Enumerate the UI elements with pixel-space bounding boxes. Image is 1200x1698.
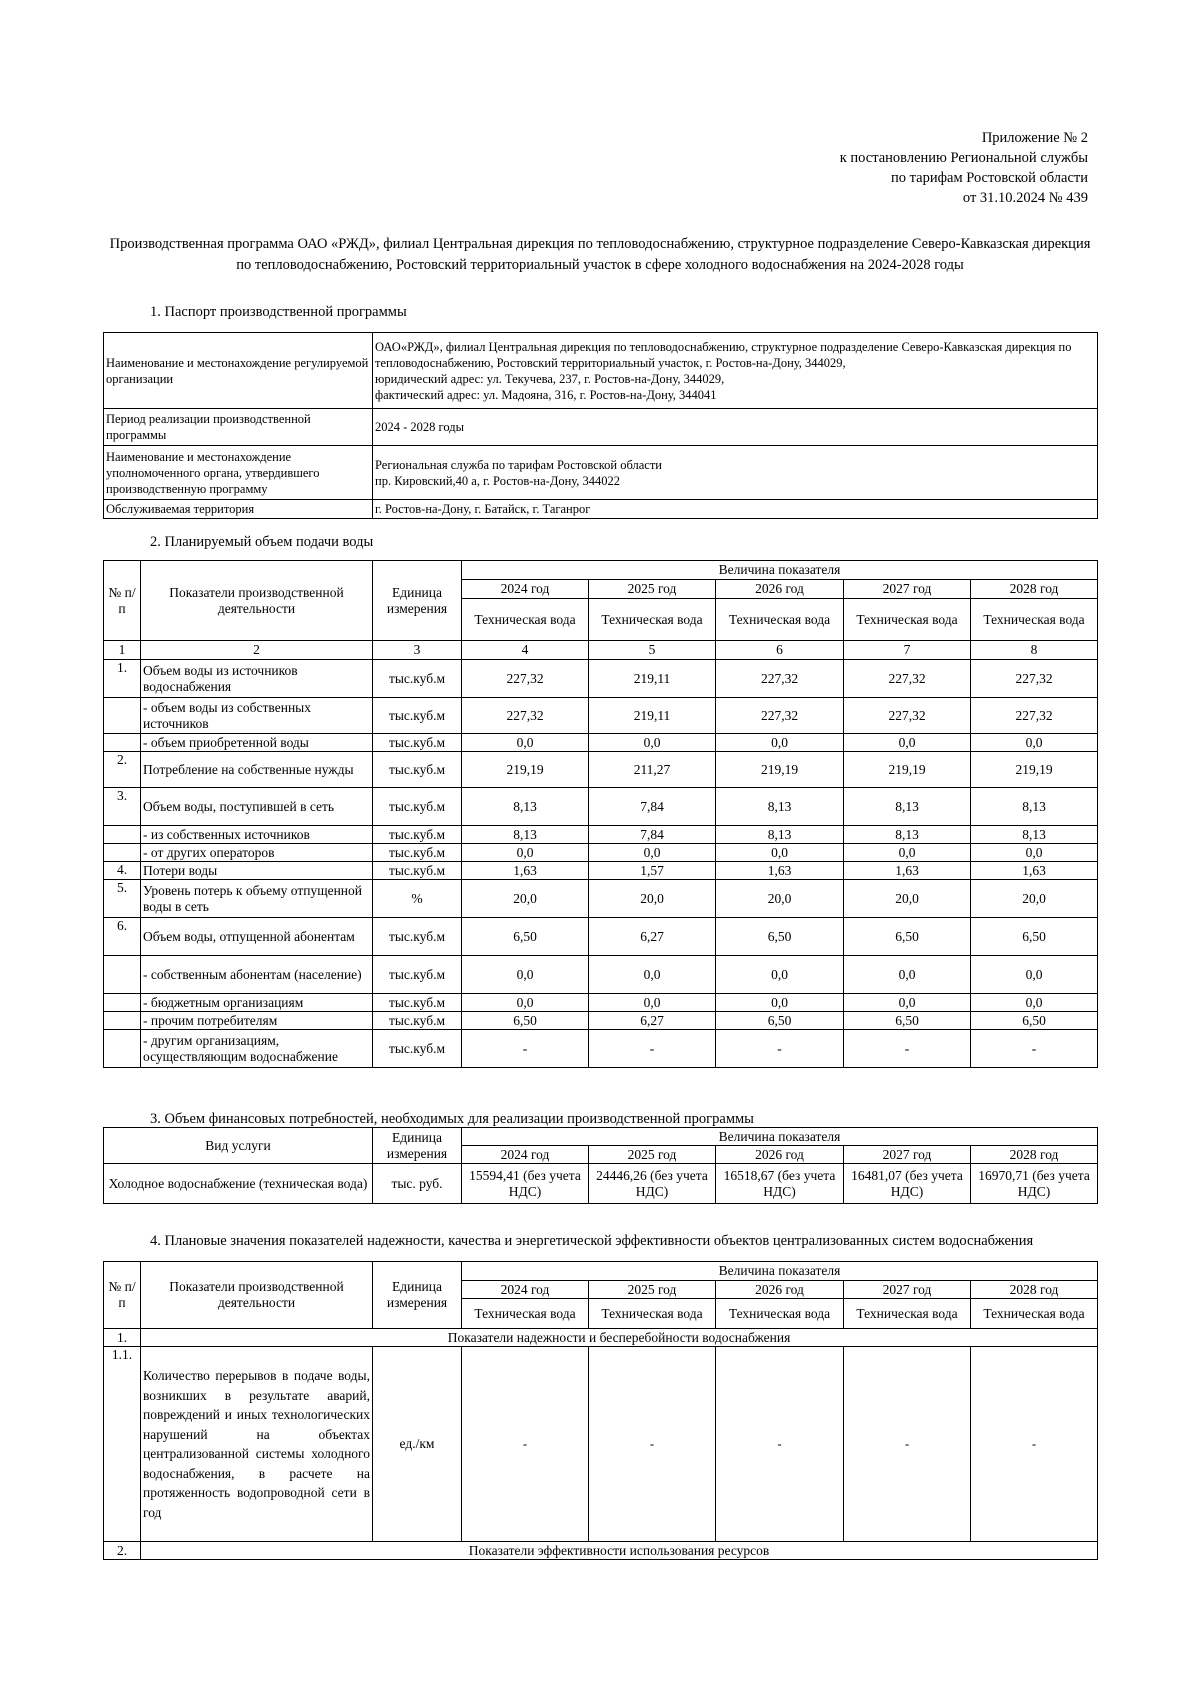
row-value: 227,32 xyxy=(462,660,589,698)
row-value: - xyxy=(971,1347,1098,1542)
row-indicator: - объем приобретенной воды xyxy=(141,734,373,752)
header-cell: Единица измерения xyxy=(373,1262,462,1329)
row-value: 0,0 xyxy=(462,956,589,994)
header-cell: 2028 год xyxy=(971,580,1098,599)
header-cell: 2024 год xyxy=(462,1281,589,1299)
row-indicator: Количество перерывов в подаче воды, возникших в результате аварий, повреждений и иных технологических нарушений на объектах централизованной системы холодного водоснабжения, в расчете на протяженность водопроводной сети в год xyxy=(141,1347,373,1542)
header-cell: 2025 год xyxy=(589,580,716,599)
table-row xyxy=(104,446,1098,500)
table-cell: 16481,07 (без учета НДС) xyxy=(844,1164,971,1204)
group-number: 1. xyxy=(104,1329,141,1347)
header-cell: № п/п xyxy=(104,1262,141,1329)
header-cell: Техническая вода xyxy=(971,599,1098,641)
row-unit: тыс.куб.м xyxy=(373,862,462,880)
header-cell: Техническая вода xyxy=(462,599,589,641)
header-cell: Показатели производственной деятельности xyxy=(141,561,373,641)
table-header-row xyxy=(104,1262,1098,1281)
row-value: 0,0 xyxy=(844,734,971,752)
colnum-cell: 5 xyxy=(589,641,716,660)
header-cell: 2026 год xyxy=(716,1281,844,1299)
header-cell: Величина показателя xyxy=(462,561,1098,580)
row-value: 6,27 xyxy=(589,918,716,956)
row-value: 227,32 xyxy=(716,698,844,734)
table-colnum-row xyxy=(104,641,1098,660)
header-cell: 2027 год xyxy=(844,1146,971,1164)
row-value: 0,0 xyxy=(971,734,1098,752)
header-cell: 2027 год xyxy=(844,580,971,599)
row-indicator: - другим организациям, осуществляющим водоснабжение xyxy=(141,1030,373,1068)
table-row xyxy=(104,660,1098,698)
row-value: 211,27 xyxy=(589,752,716,788)
table-cell: тыс. руб. xyxy=(373,1164,462,1204)
document-title: Производственная программа ОАО «РЖД», филиал Центральная дирекция по тепловодоснабжению, структурное подразделение Северо-Кавказская дирекция по тепловодоснабжению, Ростовский территориальный участок в сфере холодного водоснабжения на 2024-2028 годы xyxy=(109,236,1091,273)
header-cell: 2027 год xyxy=(844,1281,971,1299)
cell-line: ОАО«РЖД», филиал Центральная дирекция по тепловодоснабжению, структурное подразделение Северо-Кавказская дирекция по тепловодоснабжению, Ростовский территориальный участок, г. Ростов-на-Дону, 344029, xyxy=(375,339,1072,370)
row-value: 8,13 xyxy=(462,826,589,844)
row-value: 7,84 xyxy=(589,826,716,844)
header-cell: 2026 год xyxy=(716,580,844,599)
header-cell: Техническая вода xyxy=(844,599,971,641)
row-value: 6,50 xyxy=(971,1012,1098,1030)
table-cell: Холодное водоснабжение (техническая вода) xyxy=(104,1164,373,1204)
cell-line: Региональная служба по тарифам Ростовской области xyxy=(375,457,662,472)
row-number: 6. xyxy=(104,918,141,956)
appendix-line: к постановлению Региональной службы xyxy=(839,150,1088,166)
table-cell: 24446,26 (без учета НДС) xyxy=(589,1164,716,1204)
section-heading: 3. Объем финансовых потребностей, необходимых для реализации производственной программы xyxy=(150,1111,754,1127)
table-header-row xyxy=(104,561,1098,580)
row-indicator: Объем воды, отпущенной абонентам xyxy=(141,918,373,956)
cell-line: юридический адрес: ул. Текучева, 237, г. Ростов-на-Дону, 344029, xyxy=(375,371,725,386)
colnum-cell: 7 xyxy=(844,641,971,660)
row-value: 1,63 xyxy=(971,862,1098,880)
row-indicator: - объем воды из собственных источников xyxy=(141,698,373,734)
header-cell: 2028 год xyxy=(971,1146,1098,1164)
row-value: 219,11 xyxy=(589,698,716,734)
row-value: 6,27 xyxy=(589,1012,716,1030)
row-number: 2. xyxy=(104,752,141,788)
table-row xyxy=(104,994,1098,1012)
row-value: - xyxy=(844,1347,971,1542)
row-indicator: - прочим потребителям xyxy=(141,1012,373,1030)
colnum-cell: 8 xyxy=(971,641,1098,660)
header-cell: Величина показателя xyxy=(462,1262,1098,1281)
section-heading: 4. Плановые значения показателей надежности, качества и энергетической эффективности объектов централизованных систем водоснабжения xyxy=(150,1233,1034,1249)
table-row xyxy=(104,1012,1098,1030)
header-cell: 2024 год xyxy=(462,1146,589,1164)
header-cell: 2026 год xyxy=(716,1146,844,1164)
section-heading: 1. Паспорт производственной программы xyxy=(150,304,407,320)
row-value: 0,0 xyxy=(971,956,1098,994)
table-row xyxy=(104,409,1098,446)
header-cell: № п/п xyxy=(104,561,141,641)
table-row xyxy=(104,1347,1098,1542)
row-value: 8,13 xyxy=(971,826,1098,844)
row-value: 6,50 xyxy=(971,918,1098,956)
table-row xyxy=(104,862,1098,880)
row-unit: тыс.куб.м xyxy=(373,844,462,862)
group-title: Показатели надежности и бесперебойности водоснабжения xyxy=(141,1329,1098,1347)
row-number xyxy=(104,844,141,862)
table-cell: Обслуживаемая территория xyxy=(104,500,373,519)
row-value: 0,0 xyxy=(462,844,589,862)
row-number xyxy=(104,956,141,994)
row-value: 8,13 xyxy=(716,826,844,844)
group-number: 2. xyxy=(104,1542,141,1560)
row-number xyxy=(104,1030,141,1068)
row-value: 1,63 xyxy=(844,862,971,880)
financial-table xyxy=(103,1127,1098,1204)
row-unit: тыс.куб.м xyxy=(373,956,462,994)
row-value: 0,0 xyxy=(971,994,1098,1012)
row-unit: тыс.куб.м xyxy=(373,660,462,698)
row-indicator: Уровень потерь к объему отпущенной воды в сеть xyxy=(141,880,373,918)
cell-line: пр. Кировский,40 а, г. Ростов-на-Дону, 344022 xyxy=(375,473,621,488)
row-number xyxy=(104,994,141,1012)
row-value: 1,63 xyxy=(716,862,844,880)
row-unit: тыс.куб.м xyxy=(373,918,462,956)
row-indicator: Объем воды, поступившей в сеть xyxy=(141,788,373,826)
table-cell: Период реализации производственной программы xyxy=(104,409,373,446)
cell-line: фактический адрес: ул. Мадояна, 316, г. Ростов-на-Дону, 344041 xyxy=(375,387,717,402)
row-value: - xyxy=(971,1030,1098,1068)
row-value: 20,0 xyxy=(844,880,971,918)
row-value: 0,0 xyxy=(589,994,716,1012)
row-value: 8,13 xyxy=(462,788,589,826)
table-row xyxy=(104,752,1098,788)
row-value: 1,63 xyxy=(462,862,589,880)
table-row xyxy=(104,698,1098,734)
row-value: 8,13 xyxy=(844,788,971,826)
passport-table xyxy=(103,332,1098,519)
row-value: 1,57 xyxy=(589,862,716,880)
header-cell: 2028 год xyxy=(971,1281,1098,1299)
row-indicator: Потребление на собственные нужды xyxy=(141,752,373,788)
row-value: 0,0 xyxy=(844,956,971,994)
header-cell: Вид услуги xyxy=(104,1128,373,1164)
table-row xyxy=(104,826,1098,844)
row-value: 219,19 xyxy=(971,752,1098,788)
row-value: 0,0 xyxy=(589,956,716,994)
table-group-row xyxy=(104,1329,1098,1347)
row-unit: % xyxy=(373,880,462,918)
appendix-line: Приложение № 2 xyxy=(981,130,1088,146)
header-cell: Техническая вода xyxy=(844,1299,971,1329)
row-number: 3. xyxy=(104,788,141,826)
header-cell: Единица измерения xyxy=(373,561,462,641)
row-indicator: - бюджетным организациям xyxy=(141,994,373,1012)
row-value: 227,32 xyxy=(716,660,844,698)
colnum-cell: 4 xyxy=(462,641,589,660)
header-cell: Техническая вода xyxy=(462,1299,589,1329)
row-unit: ед./км xyxy=(373,1347,462,1542)
row-value: 8,13 xyxy=(716,788,844,826)
row-value: 227,32 xyxy=(844,660,971,698)
table-row xyxy=(104,1164,1098,1204)
appendix-block xyxy=(840,128,1088,208)
colnum-cell: 2 xyxy=(141,641,373,660)
row-value: 219,19 xyxy=(844,752,971,788)
table-group-row xyxy=(104,1542,1098,1560)
row-value: 6,50 xyxy=(462,918,589,956)
row-value: 227,32 xyxy=(971,698,1098,734)
row-value: 219,19 xyxy=(716,752,844,788)
header-cell: 2025 год xyxy=(589,1146,716,1164)
colnum-cell: 3 xyxy=(373,641,462,660)
row-value: 227,32 xyxy=(844,698,971,734)
appendix-line: от 31.10.2024 № 439 xyxy=(962,190,1088,206)
row-value: 20,0 xyxy=(462,880,589,918)
row-value: - xyxy=(716,1347,844,1542)
table-row xyxy=(104,880,1098,918)
row-value: 0,0 xyxy=(716,844,844,862)
reliability-table xyxy=(103,1261,1098,1560)
header-cell: Показатели производственной деятельности xyxy=(141,1262,373,1329)
row-number: 5. xyxy=(104,880,141,918)
row-indicator: - собственным абонентам (население) xyxy=(141,956,373,994)
section-heading: 2. Планируемый объем подачи воды xyxy=(150,534,374,550)
row-unit: тыс.куб.м xyxy=(373,826,462,844)
table-cell: Наименование и местонахождение регулируемой организации xyxy=(104,333,373,409)
row-number: 4. xyxy=(104,862,141,880)
row-number xyxy=(104,734,141,752)
row-value: 6,50 xyxy=(716,918,844,956)
table-cell: 2024 - 2028 годы xyxy=(373,409,1098,446)
table-cell: Наименование и местонахождение уполномоченного органа, утвердившего производственную программу xyxy=(104,446,373,500)
table-row xyxy=(104,333,1098,409)
row-value: 0,0 xyxy=(589,844,716,862)
row-value: 6,50 xyxy=(844,1012,971,1030)
table-cell: г. Ростов-на-Дону, г. Батайск, г. Таганрог xyxy=(373,500,1098,519)
row-value: 8,13 xyxy=(971,788,1098,826)
water-supply-table xyxy=(103,560,1098,1068)
appendix-line: по тарифам Ростовской области xyxy=(891,170,1088,186)
header-cell: Единица измерения xyxy=(373,1128,462,1164)
table-cell xyxy=(373,446,1098,500)
table-row xyxy=(104,918,1098,956)
row-number xyxy=(104,698,141,734)
row-value: 0,0 xyxy=(716,956,844,994)
row-value: 6,50 xyxy=(462,1012,589,1030)
table-row xyxy=(104,1030,1098,1068)
row-value: 20,0 xyxy=(971,880,1098,918)
row-unit: тыс.куб.м xyxy=(373,994,462,1012)
header-cell: 2024 год xyxy=(462,580,589,599)
row-value: 20,0 xyxy=(716,880,844,918)
row-value: 219,11 xyxy=(589,660,716,698)
row-value: 227,32 xyxy=(971,660,1098,698)
row-value: 20,0 xyxy=(589,880,716,918)
table-row xyxy=(104,734,1098,752)
row-value: 7,84 xyxy=(589,788,716,826)
row-value: 0,0 xyxy=(462,994,589,1012)
table-cell xyxy=(373,333,1098,409)
row-value: 6,50 xyxy=(716,1012,844,1030)
table-cell: 15594,41 (без учета НДС) xyxy=(462,1164,589,1204)
row-value: 219,19 xyxy=(462,752,589,788)
row-value: 6,50 xyxy=(844,918,971,956)
table-row xyxy=(104,500,1098,519)
table-cell: 16970,71 (без учета НДС) xyxy=(971,1164,1098,1204)
row-indicator: Потери воды xyxy=(141,862,373,880)
row-unit: тыс.куб.м xyxy=(373,1030,462,1068)
header-cell: Техническая вода xyxy=(971,1299,1098,1329)
row-value: 0,0 xyxy=(716,734,844,752)
row-number: 1. xyxy=(104,660,141,698)
group-title: Показатели эффективности использования ресурсов xyxy=(141,1542,1098,1560)
row-value: - xyxy=(844,1030,971,1068)
row-indicator: Объем воды из источников водоснабжения xyxy=(141,660,373,698)
header-cell: 2025 год xyxy=(589,1281,716,1299)
row-unit: тыс.куб.м xyxy=(373,1012,462,1030)
row-value: 0,0 xyxy=(589,734,716,752)
row-value: 0,0 xyxy=(716,994,844,1012)
row-indicator: - из собственных источников xyxy=(141,826,373,844)
row-value: - xyxy=(589,1030,716,1068)
row-value: - xyxy=(589,1347,716,1542)
table-row xyxy=(104,844,1098,862)
header-cell: Техническая вода xyxy=(716,1299,844,1329)
header-cell: Техническая вода xyxy=(589,599,716,641)
header-cell: Техническая вода xyxy=(589,1299,716,1329)
row-value: - xyxy=(716,1030,844,1068)
row-value: 0,0 xyxy=(844,844,971,862)
row-value: 0,0 xyxy=(844,994,971,1012)
row-value: 0,0 xyxy=(971,844,1098,862)
colnum-cell: 6 xyxy=(716,641,844,660)
row-number xyxy=(104,1012,141,1030)
table-body xyxy=(104,660,1098,1068)
row-value: - xyxy=(462,1030,589,1068)
table-cell: 16518,67 (без учета НДС) xyxy=(716,1164,844,1204)
row-unit: тыс.куб.м xyxy=(373,752,462,788)
colnum-cell: 1 xyxy=(104,641,141,660)
row-unit: тыс.куб.м xyxy=(373,734,462,752)
row-value: 227,32 xyxy=(462,698,589,734)
row-value: 0,0 xyxy=(462,734,589,752)
table-row xyxy=(104,956,1098,994)
row-unit: тыс.куб.м xyxy=(373,698,462,734)
row-indicator: - от других операторов xyxy=(141,844,373,862)
row-unit: тыс.куб.м xyxy=(373,788,462,826)
row-number xyxy=(104,826,141,844)
row-value: 8,13 xyxy=(844,826,971,844)
header-cell: Техническая вода xyxy=(716,599,844,641)
row-value: - xyxy=(462,1347,589,1542)
table-row xyxy=(104,788,1098,826)
header-cell: Величина показателя xyxy=(462,1128,1098,1146)
row-number: 1.1. xyxy=(104,1347,141,1542)
table-header-row xyxy=(104,1128,1098,1146)
